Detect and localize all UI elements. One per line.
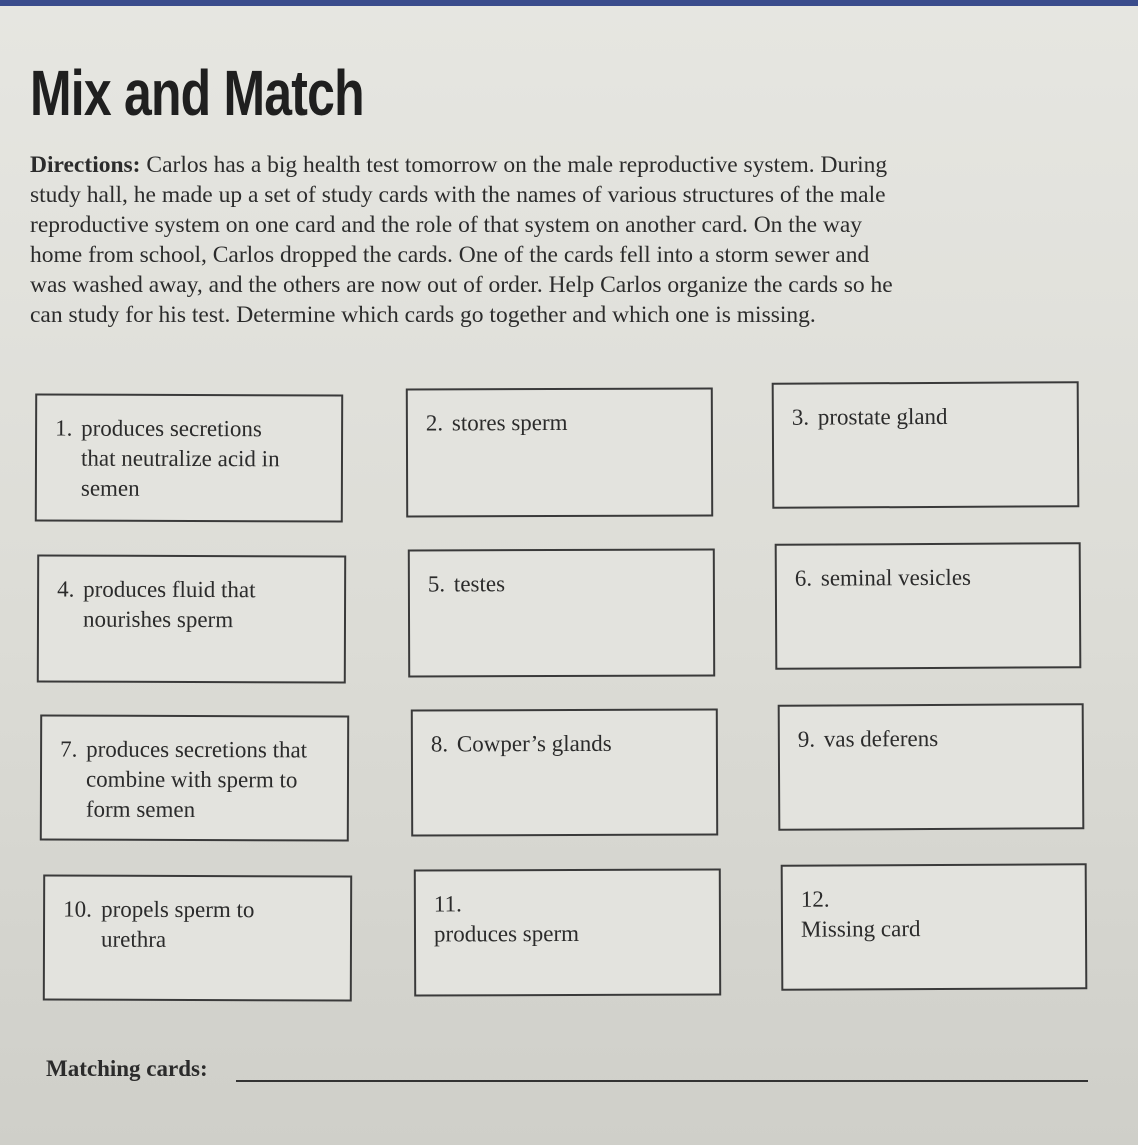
directions-label: Directions: [30, 152, 141, 178]
card-number: 10. [63, 896, 92, 922]
card-5 [408, 548, 715, 677]
card-number: 4. [57, 576, 75, 602]
card-number: 6. [794, 565, 813, 591]
card-number: 8. [430, 731, 449, 757]
card-number: 7. [60, 736, 78, 762]
card-9 [778, 703, 1085, 831]
matching-cards-label: Matching cards: [46, 1056, 208, 1081]
card-number: 3. [791, 404, 810, 430]
card-text: Missing card [800, 916, 921, 942]
card-number: 2. [425, 410, 444, 436]
card-text: vas deferens [823, 725, 939, 752]
page-title: Mix and Match [30, 57, 364, 129]
card-number: 12. [800, 886, 830, 912]
card-7 [40, 714, 349, 841]
card-4 [37, 554, 346, 683]
card-number: 5. [427, 571, 446, 597]
card-text: propels sperm to urethra [100, 896, 255, 952]
card-11 [414, 868, 721, 996]
card-number: 1. [55, 415, 73, 441]
card-10 [43, 874, 352, 1001]
card-12 [781, 863, 1088, 991]
card-text: seminal vesicles [820, 564, 972, 591]
card-number: 9. [797, 726, 816, 752]
card-2 [406, 387, 713, 517]
card-text: stores sperm [451, 409, 568, 436]
card-1 [35, 393, 343, 522]
card-text: prostate gland [817, 403, 948, 430]
matching-cards-answer-line[interactable] [236, 1080, 1088, 1082]
card-6 [775, 542, 1082, 670]
card-text: produces sperm [433, 920, 580, 947]
card-text: produces secretions that combine with sperm to form semen [85, 736, 308, 823]
card-8 [411, 708, 718, 836]
card-text: testes [453, 571, 506, 597]
directions-text: Carlos has a big health test tomorrow on the male reproductive system. During study hall, he made up a set of study cards with the names of various structures of the male reproductive system on one card and the role of that system on another card. On the way home from school, Carlos dropped the cards. One of the cards fell into a storm sewer and was washed away, and the others are now out of order. Help Carlos organize the cards so he can study for his test. Determine which cards go together and which one is missing. [30, 152, 893, 328]
card-text: produces fluid that nourishes sperm [82, 576, 256, 633]
worksheet-page [0, 6, 1138, 1145]
card-number: 11. [433, 891, 462, 917]
directions-paragraph [30, 150, 910, 330]
card-3 [772, 381, 1080, 509]
card-text: produces secretions that neutralize acid in semen [80, 415, 280, 501]
card-text: Cowper’s glands [456, 730, 612, 757]
